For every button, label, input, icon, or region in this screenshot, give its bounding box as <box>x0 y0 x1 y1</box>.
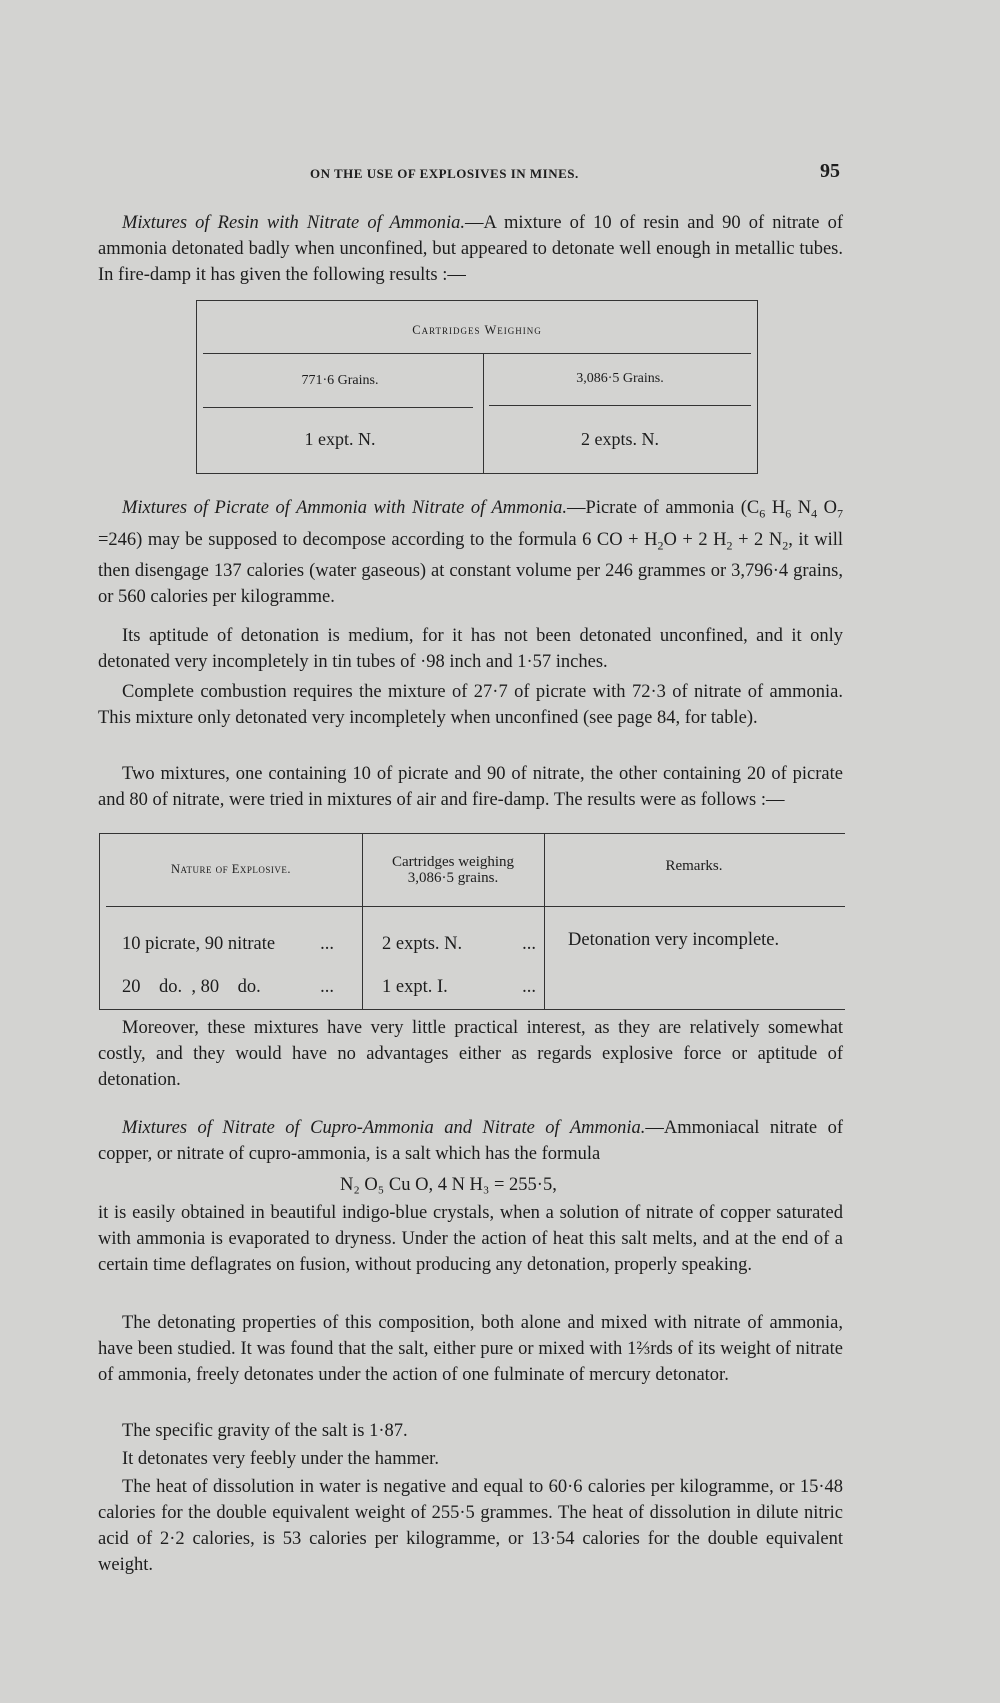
table2-head-cartridges-line2: 3,086·5 grains. <box>407 870 499 886</box>
aptitude-paragraph: Its aptitude of detonation is medium, for it has not been detonated unconfined, and it only detonated very incompletely in tin tubes of ·98 inch and 1·57 inches. <box>98 626 843 672</box>
row2-nature-text: 20 do. , 80 do. <box>122 977 261 997</box>
two-mixtures-paragraph: Two mixtures, one containing 10 of picrate and 90 of nitrate, the other containing 20 of picrate and 80 of nitrate, were tried in mixtures of air and fire-damp. The results were as follows :— <box>98 764 843 810</box>
table1-col1-head: 771·6 Grains. <box>301 373 379 388</box>
cupro-heading: Mixtures of Nitrate of Cupro-Ammonia and Nitrate of Ammonia. <box>122 1118 646 1138</box>
picrate-body-1: —Picrate of ammonia (C <box>567 498 760 518</box>
table2-head-nature: Nature of Explosive. <box>170 862 292 876</box>
results-table-2 <box>99 833 845 1010</box>
cupro-body: —Ammoniacal nitrate of copper, or nitrate of cupro-ammonia, is a salt which has the formula <box>98 1118 843 1164</box>
resin-heading: Mixtures of Resin with Nitrate of Ammonia. <box>122 213 466 233</box>
table2-head-remarks: Remarks. <box>665 858 723 874</box>
picrate-formula-tail: =246) may be supposed to decompose according to the formula 6 CO + H <box>98 529 658 550</box>
cupro-formula: N₂ O₅ Cu O, 4 N H₃ = 255·5, <box>340 1175 557 1195</box>
running-title: ON THE USE OF EXPLOSIVES IN MINES. <box>310 166 579 181</box>
picrate-paragraph: Mixtures of Picrate of Ammonia with Nitrate of Ammonia.—Picrate of ammonia ($C_6$ $H_6$ $N_4$ $O_7 =246$) may be supposed to decompose according to the formula 6 CO + $H_2O + 2$ $H_2 + 2$ $N_2$, it will then disengage 137 calories (water gaseous) at constant volume per 246 grammes or 3,796·4 grains, or 560 calories per kilogramme. <box>98 498 843 608</box>
table1-col1-value: 1 expt. N. <box>304 429 376 449</box>
table1-divider <box>483 354 484 473</box>
table-row-1-remark: Detonation very incomplete. <box>568 930 780 950</box>
table-row-2-cartridges: 1 expt. I. ... <box>382 977 536 997</box>
dissolution-paragraph: The heat of dissolution in water is negative and equal to 60·6 calories per kilogramme, or 15·48 calories for the double equivalent weight of 255·5 grammes. The heat of dissolution in dilute nitric acid of 2·2 calories, is 53 calories per kilogramme, or 13·54 calories for the double equivalent weight. <box>98 1477 843 1575</box>
table1-col2-value: 2 expts. N. <box>581 429 659 449</box>
obtained-paragraph: it is easily obtained in beautiful indigo-blue crystals, when a solution of nitrate of copper saturated with ammonia is evaporated to dryness. Under the action of heat this salt melts, and at the end of a certain time deflagrates on fusion, without producing any detonation, properly speaking. <box>98 1203 843 1275</box>
cupro-paragraph <box>98 1115 843 1167</box>
cartridges-table-1 <box>196 300 758 474</box>
resin-paragraph <box>98 210 843 288</box>
moreover-paragraph: Moreover, these mixtures have very little practical interest, as they are relatively somewhat costly, and they would have no advantages either as regards explosive force or aptitude of detonation. <box>98 1018 843 1090</box>
table1-title: Cartridges Weighing <box>412 323 542 337</box>
gravity-paragraph: The specific gravity of the salt is 1·87. <box>122 1421 408 1441</box>
row2-cart-text: 1 expt. I. <box>382 977 448 997</box>
combustion-paragraph: Complete combustion requires the mixture of 27·7 of picrate with 72·3 of nitrate of ammonia. This mixture only detonated very incompletely when unconfined (see page 84, for table). <box>98 682 843 728</box>
table-row-1-cartridges: 2 expts. N. ... <box>382 934 536 954</box>
page-header <box>100 160 840 190</box>
row1-cart-text: 2 expts. N. <box>382 934 463 954</box>
page-number: 95 <box>820 160 840 182</box>
resin-body: —A mixture of 10 of resin and 90 of nitrate of ammonia detonated badly when unconfined, but appeared to detonate well enough in metallic tubes. In fire-damp it has given the following results :— <box>98 213 843 285</box>
table-row-2-nature: 20 do. , 80 do. ... <box>122 977 334 997</box>
table1-rule <box>203 407 473 408</box>
table-row-1-nature: 10 picrate, 90 nitrate ... <box>122 934 334 954</box>
table2-head-cartridges <box>362 854 544 886</box>
table2-head-cartridges-line1: Cartridges weighing <box>391 854 515 870</box>
table1-rule <box>203 353 751 354</box>
table2-rule <box>106 906 845 907</box>
hammer-paragraph: It detonates very feebly under the hammer. <box>122 1449 439 1469</box>
table1-rule <box>489 405 751 406</box>
detonating-paragraph: The detonating properties of this composition, both alone and mixed with nitrate of ammonia, have been studied. It was found that the salt, either pure or mixed with 1⅔rds of its weight of nitrate of ammonia, freely detonates under the action of one fulminate of mercury detonator. <box>98 1313 843 1385</box>
row1-nature-text: 10 picrate, 90 nitrate <box>122 934 276 954</box>
picrate-heading: Mixtures of Picrate of Ammonia with Nitrate of Ammonia. <box>122 498 568 518</box>
picrate-body-2: , it will then disengage 137 calories (water gaseous) at constant volume per 246 grammes or 3,796·4 grains, or 560 calories per kilogramme. <box>98 529 843 608</box>
table1-col2-head: 3,086·5 Grains. <box>576 371 664 386</box>
